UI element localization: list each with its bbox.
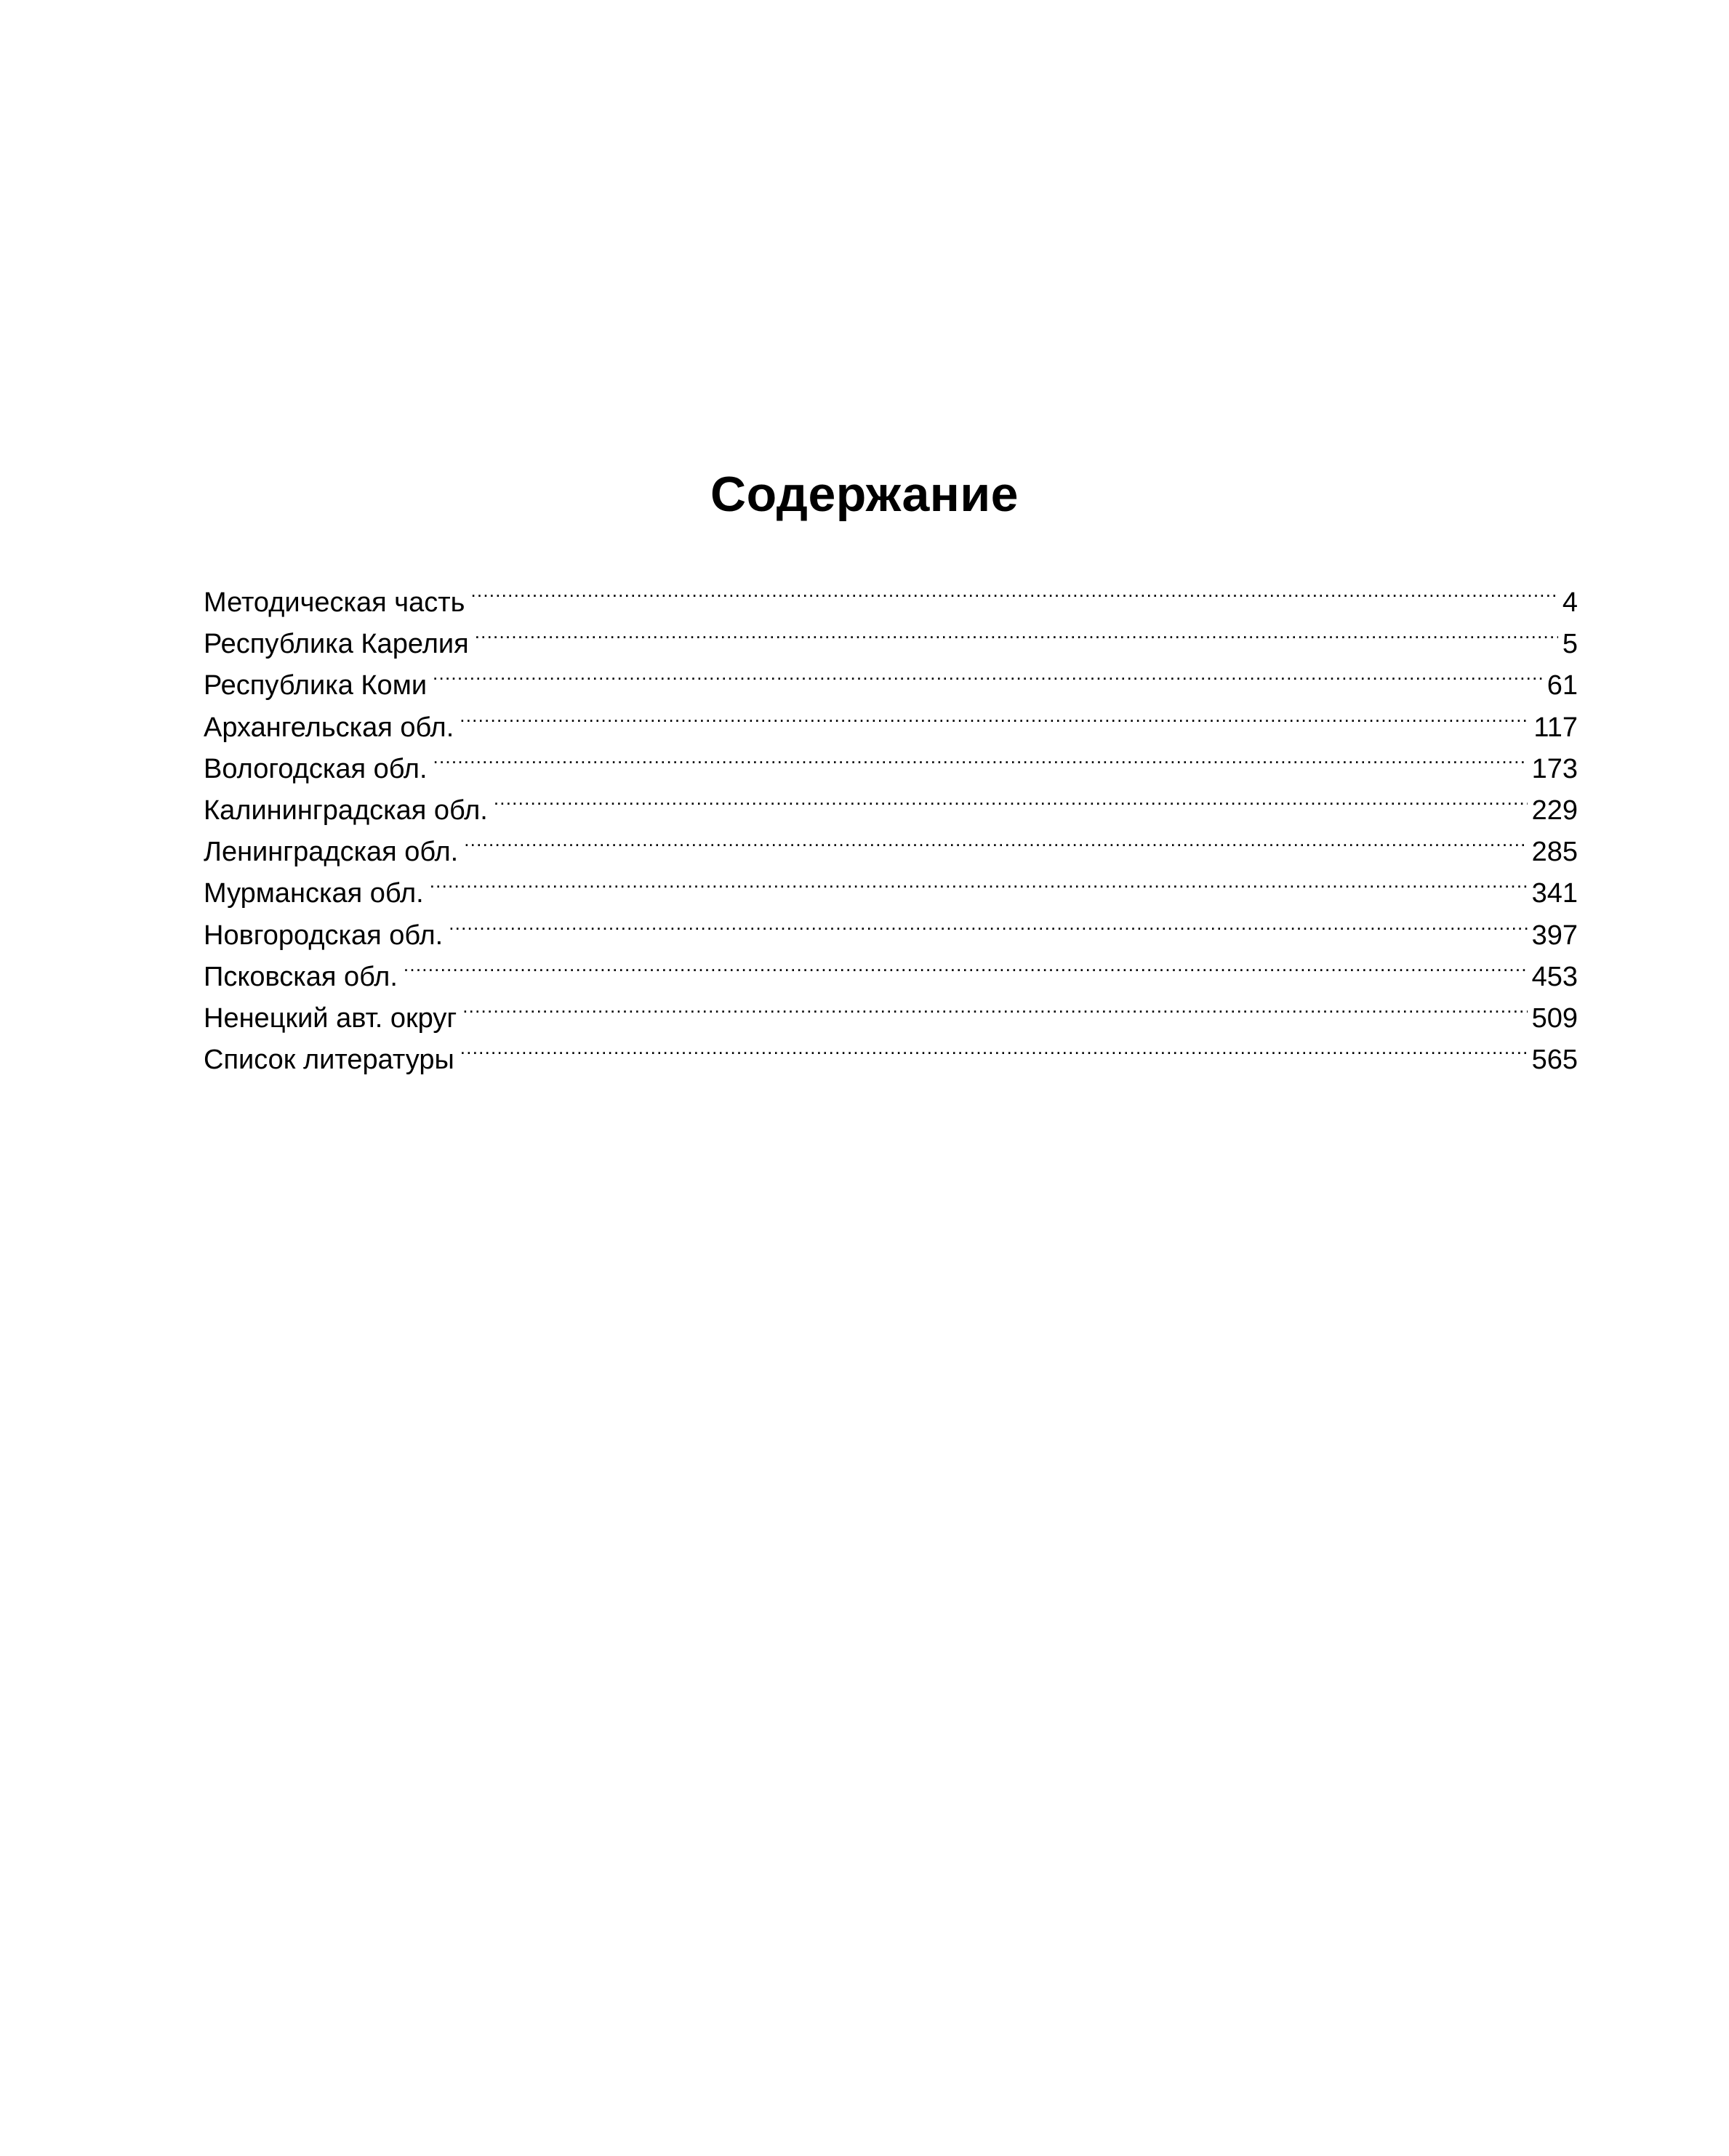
toc-entry-page: 565: [1531, 1045, 1578, 1076]
toc-entry-label: Список литературы: [204, 1045, 454, 1076]
dot-leader: [430, 861, 1528, 902]
toc-entry-page: 173: [1531, 753, 1578, 784]
toc-entry-label: Архангельская обл.: [204, 712, 454, 743]
toc-entry-label: Республика Карелия: [204, 629, 469, 660]
toc-entry-label: Новгородская обл.: [204, 920, 444, 951]
toc-entry-page: 5: [1562, 629, 1578, 660]
toc-entry-page: 397: [1531, 920, 1578, 951]
toc-entry-page: 341: [1531, 878, 1578, 909]
dot-leader: [460, 1027, 1528, 1069]
dot-leader: [449, 903, 1527, 944]
toc-entry-label: Ненецкий авт. округ: [204, 1002, 457, 1034]
toc-entry-label: Ленинградская обл.: [204, 837, 459, 868]
dot-leader: [460, 695, 1529, 736]
toc-entry-label: Псковская обл.: [204, 961, 398, 992]
dot-leader: [433, 653, 1543, 694]
toc-entry-page: 4: [1562, 587, 1578, 618]
toc-entry-page: 229: [1531, 795, 1578, 826]
dot-leader: [462, 986, 1527, 1027]
toc-entry-page: 61: [1547, 670, 1578, 701]
dot-leader: [433, 736, 1528, 778]
page-title: Содержание: [710, 467, 1019, 522]
toc-entry-label: Мурманская обл.: [204, 878, 424, 909]
dot-leader: [494, 778, 1528, 819]
toc-entry: [204, 944, 1578, 992]
toc-entry-label: Республика Коми: [204, 670, 428, 701]
toc-entry: [204, 986, 1578, 1034]
dot-leader: [470, 570, 1557, 611]
dot-leader: [464, 819, 1527, 861]
toc-entry-label: Методическая часть: [204, 587, 465, 618]
dot-leader: [475, 611, 1558, 653]
toc-entry-label: Калининградская обл.: [204, 795, 488, 826]
toc-entry-label: Вологодская обл.: [204, 753, 428, 784]
toc-entry: [204, 570, 1578, 618]
toc-entry-page: 285: [1531, 837, 1578, 868]
toc-entry-page: 117: [1533, 712, 1578, 743]
toc-entry-page: 453: [1531, 961, 1578, 992]
dot-leader: [404, 944, 1528, 986]
table-of-contents: [204, 570, 1578, 1076]
toc-entry-page: 509: [1531, 1002, 1578, 1034]
